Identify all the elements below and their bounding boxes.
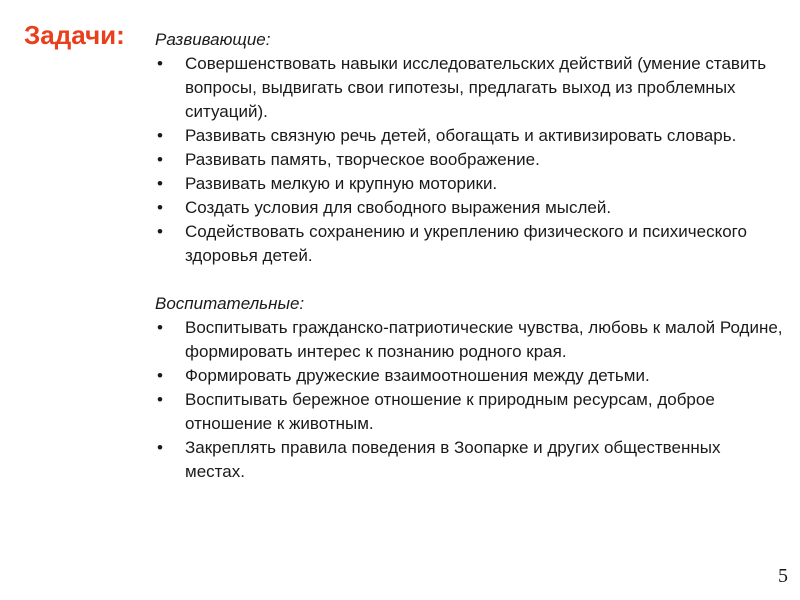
bullet-icon: • <box>157 366 163 385</box>
tasks-content <box>155 28 785 484</box>
bullet-icon: • <box>157 150 163 169</box>
list-item: • Содействовать сохранению и укреплению физического и психического здоровья детей. <box>157 222 747 265</box>
bullet-icon: • <box>157 222 163 241</box>
bullet-icon: • <box>157 390 163 409</box>
slide-title: Задачи: <box>24 20 125 50</box>
bullet-icon: • <box>157 54 163 73</box>
section-spacer <box>155 268 785 292</box>
developing-list <box>155 52 785 268</box>
list-item: • Развивать связную речь детей, обогащать и активизировать словарь. <box>155 124 785 148</box>
bullet-icon: • <box>157 174 163 193</box>
list-item: • Создать условия для свободного выражения мыслей. <box>155 196 785 220</box>
educational-list <box>155 316 785 484</box>
list-item: • Формировать дружеские взаимоотношения между детьми. <box>155 364 785 388</box>
bullet-icon: • <box>157 318 163 337</box>
bullet-icon: • <box>157 438 163 457</box>
list-item: • Закреплять правила поведения в Зоопарке и других общественных местах. <box>157 438 721 481</box>
bullet-icon: • <box>157 126 163 145</box>
bullet-icon: • <box>157 198 163 217</box>
list-item: • Совершенствовать навыки исследовательских действий (умение ставить вопросы, выдвигать свои гипотезы, предлагать выход из проблемных ситуаций). <box>157 54 767 121</box>
list-item: • Воспитывать бережное отношение к природным ресурсам, доброе отношение к животным. <box>157 390 715 433</box>
page-number: 5 <box>778 565 788 587</box>
list-item: • Воспитывать гражданско-патриотические чувства, любовь к малой Родине, формировать интерес к познанию родного края. <box>157 318 783 361</box>
developing-heading: Развивающие: <box>155 30 271 49</box>
list-item: • Развивать мелкую и крупную моторики. <box>155 172 785 196</box>
list-item: • Развивать память, творческое воображение. <box>155 148 785 172</box>
educational-heading: Воспитательные: <box>155 294 305 313</box>
